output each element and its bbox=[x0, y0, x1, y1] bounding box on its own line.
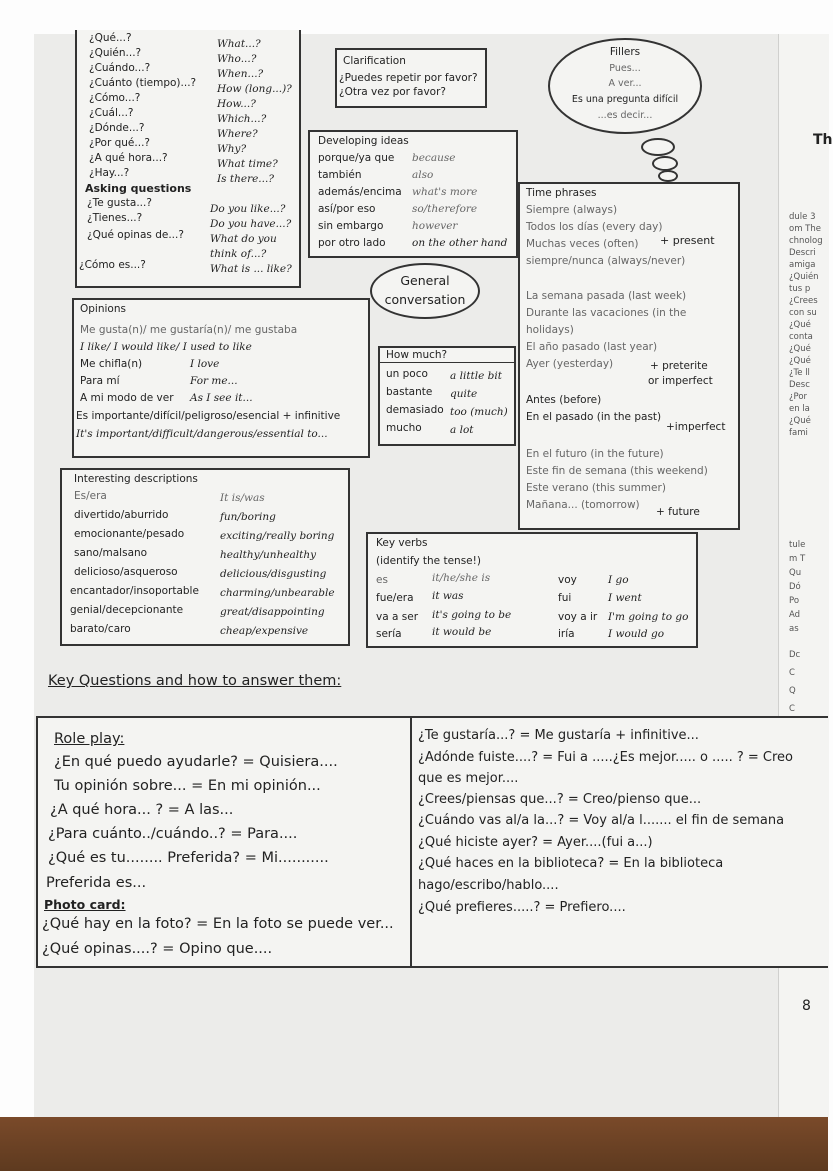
time-title: Time phrases bbox=[526, 187, 597, 199]
adjective-es: sano/malsano bbox=[74, 547, 148, 559]
question-en: How...? bbox=[217, 98, 256, 110]
edge-fragment: dule 3 bbox=[789, 212, 816, 222]
question-en: Who...? bbox=[217, 53, 257, 65]
opinion-en: As I see it... bbox=[190, 392, 253, 404]
conversation-line: ¿Qué prefieres.....? = Prefiero.... bbox=[418, 900, 626, 915]
edge-fragment: ¿Qué bbox=[789, 416, 811, 426]
connective-es: sin embargo bbox=[318, 220, 384, 232]
tense-tag: + future bbox=[656, 506, 700, 518]
adjective-es: emocionante/pesado bbox=[74, 528, 185, 540]
page-number: 8 bbox=[802, 998, 811, 1014]
edge-fragment: Q bbox=[789, 686, 796, 696]
connective-es: por otro lado bbox=[318, 237, 386, 249]
adjective-en: healthy/unhealthy bbox=[220, 549, 317, 561]
edge-fragment: Po bbox=[789, 596, 800, 606]
opinions-box bbox=[72, 298, 370, 458]
edge-fragment: ¿Qué bbox=[789, 320, 811, 330]
photo-line: ¿Qué hay en la foto? = En la foto se puede ver... bbox=[42, 916, 394, 932]
keyverbs-title: Key verbs bbox=[376, 537, 428, 549]
connective-es: también bbox=[318, 169, 362, 181]
time-phrase: Este verano (this summer) bbox=[526, 482, 666, 494]
verb-en: I go bbox=[608, 574, 629, 586]
how-much-box bbox=[378, 346, 516, 446]
opinion-line: Me gusta(n)/ me gustaría(n)/ me gustaba bbox=[80, 324, 298, 336]
question-en: What...? bbox=[217, 38, 261, 50]
question-es: ¿Cuánto (tiempo)...? bbox=[89, 77, 197, 89]
question-es: ¿Cómo...? bbox=[89, 92, 141, 104]
quantity-es: bastante bbox=[386, 386, 433, 398]
adjective-es: encantador/insoportable bbox=[70, 585, 199, 597]
adjective-es: barato/caro bbox=[70, 623, 131, 635]
verb-en: it was bbox=[432, 590, 464, 602]
edge-fragment: chnolog bbox=[789, 236, 823, 246]
question-en: What is ... like? bbox=[210, 263, 292, 275]
question-es: ¿Cuál...? bbox=[89, 107, 134, 119]
edge-fragment: conta bbox=[789, 332, 813, 342]
time-phrase: Este fin de semana (this weekend) bbox=[526, 465, 708, 477]
questions-box bbox=[75, 30, 301, 288]
question-en: Where? bbox=[217, 128, 258, 140]
verb-en: I went bbox=[608, 592, 642, 604]
time-phrase: En el futuro (in the future) bbox=[526, 448, 664, 460]
thought-dot bbox=[641, 138, 675, 156]
connective-es: así/por eso bbox=[318, 203, 376, 215]
roleplay-line: ¿Qué es tu........ Preferida? = Mi........... bbox=[48, 850, 329, 866]
edge-fragment: m T bbox=[789, 554, 806, 564]
adjective-es: divertido/aburrido bbox=[74, 509, 169, 521]
roleplay-line: ¿Para cuánto../cuándo..? = Para.... bbox=[48, 826, 298, 842]
table-surface bbox=[0, 1117, 828, 1171]
verb-es: iría bbox=[558, 628, 575, 640]
edge-fragment: ¿Qué bbox=[789, 344, 811, 354]
opinions-title: Opinions bbox=[80, 303, 126, 315]
photo-card-title: Photo card: bbox=[44, 897, 126, 912]
time-phrase: Durante las vacaciones (in the bbox=[526, 307, 687, 319]
tense-tag: or imperfect bbox=[648, 375, 713, 387]
edge-fragment: amiga bbox=[789, 260, 816, 270]
verb-es: voy bbox=[558, 574, 577, 586]
question-es: ¿Qué...? bbox=[89, 32, 132, 44]
question-en: Do you have...? bbox=[210, 218, 292, 230]
keyverbs-subtitle: (identify the tense!) bbox=[376, 555, 481, 567]
clarification-line: ¿Puedes repetir por favor? bbox=[339, 72, 478, 84]
conversation-line: ¿Qué haces en la biblioteca? = En la biblioteca bbox=[418, 856, 724, 871]
edge-fragment: Qu bbox=[789, 568, 802, 578]
adjective-es: delicioso/asqueroso bbox=[74, 566, 178, 578]
question-es: ¿A qué hora...? bbox=[89, 152, 168, 164]
adjective-en: exciting/really boring bbox=[220, 530, 335, 542]
question-en: think of...? bbox=[210, 248, 267, 260]
edge-fragment: ¿Crees bbox=[789, 296, 818, 306]
edge-fragment: ¿Qué bbox=[789, 356, 811, 366]
opinion-es: Me chifla(n) bbox=[80, 358, 143, 370]
connective-en: on the other hand bbox=[412, 237, 508, 249]
connective-es: además/encima bbox=[318, 186, 402, 198]
question-en: Do you like...? bbox=[210, 203, 286, 215]
filler-phrase: A ver... bbox=[608, 78, 642, 89]
quantity-es: un poco bbox=[386, 368, 428, 380]
verb-es: es bbox=[376, 574, 388, 586]
filler-phrase: Pues... bbox=[609, 63, 641, 74]
edge-fragment: Ad bbox=[789, 610, 801, 620]
time-phrase: Mañana... (tomorrow) bbox=[526, 499, 640, 511]
edge-fragment: C bbox=[789, 704, 795, 714]
verb-en: it/he/she is bbox=[432, 572, 491, 584]
developing-title: Developing ideas bbox=[318, 135, 409, 147]
edge-fragment: en la bbox=[789, 404, 810, 414]
edge-fragment: Descri bbox=[789, 248, 816, 258]
edge-fragment: Desc bbox=[789, 380, 810, 390]
roleplay-line: ¿En qué puedo ayudarle? = Quisiera.... bbox=[54, 754, 338, 770]
fillers-thought-bubble bbox=[548, 38, 702, 134]
thought-dot bbox=[652, 156, 678, 171]
conversation-line: ¿Te gustaría...? = Me gustaría + infinitive... bbox=[418, 728, 699, 743]
opinion-line: It's important/difficult/dangerous/essential to... bbox=[76, 428, 328, 440]
question-es: ¿Hay...? bbox=[89, 167, 130, 179]
edge-fragment: tule bbox=[789, 540, 806, 550]
connective-en: so/therefore bbox=[412, 203, 478, 215]
asking-questions-heading: Asking questions bbox=[85, 182, 192, 195]
opinion-line: I like/ I would like/ I used to like bbox=[80, 341, 252, 353]
edge-fragment: ¿Te ll bbox=[789, 368, 810, 378]
connective-en: however bbox=[412, 220, 458, 232]
adjective-en: fun/boring bbox=[220, 511, 276, 523]
key-questions-heading: Key Questions and how to answer them: bbox=[48, 673, 342, 689]
roleplay-line: Preferida es... bbox=[46, 875, 147, 891]
question-en: Why? bbox=[217, 143, 247, 155]
question-en: What do you bbox=[210, 233, 277, 245]
divider bbox=[380, 362, 514, 363]
clarification-line: ¿Otra vez por favor? bbox=[339, 86, 446, 98]
adjective-en: delicious/disgusting bbox=[220, 568, 327, 580]
time-phrase: siempre/nunca (always/never) bbox=[526, 255, 686, 267]
question-es: ¿Cuándo...? bbox=[89, 62, 151, 74]
quantity-es: demasiado bbox=[386, 404, 444, 416]
time-phrase: Muchas veces (often) bbox=[526, 238, 639, 250]
quantity-en: too (much) bbox=[450, 406, 508, 418]
general-conversation-oval bbox=[370, 263, 480, 319]
edge-fragment: om The bbox=[789, 224, 821, 234]
clarification-title: Clarification bbox=[343, 55, 406, 67]
edge-fragment: fami bbox=[789, 428, 808, 438]
edge-fragment: as bbox=[789, 624, 799, 634]
quantity-es: mucho bbox=[386, 422, 422, 434]
opinion-en: I love bbox=[190, 358, 220, 370]
time-phrase: holidays) bbox=[526, 324, 574, 336]
connective-en: what's more bbox=[412, 186, 478, 198]
thought-dot bbox=[658, 170, 678, 182]
opinion-en: For me... bbox=[190, 375, 238, 387]
quantity-en: a lot bbox=[450, 424, 474, 436]
conversation-line: que es mejor.... bbox=[418, 771, 519, 786]
edge-fragment: C bbox=[789, 668, 795, 678]
howmuch-title: How much? bbox=[386, 349, 448, 361]
question-es: ¿Dónde...? bbox=[89, 122, 145, 134]
question-en: Which...? bbox=[217, 113, 267, 125]
adjective-en: It is/was bbox=[220, 492, 265, 504]
time-phrase: La semana pasada (last week) bbox=[526, 290, 687, 302]
tense-tag: +imperfect bbox=[666, 421, 726, 433]
verb-es: sería bbox=[376, 628, 402, 640]
time-phrase: Siempre (always) bbox=[526, 204, 618, 216]
time-phrase: El año pasado (last year) bbox=[526, 341, 658, 353]
question-es: ¿Cómo es...? bbox=[79, 259, 146, 271]
edge-fragment: ¿Por bbox=[789, 392, 808, 402]
edge-fragment: Th bbox=[813, 132, 833, 148]
question-es: ¿Qué opinas de...? bbox=[87, 229, 184, 241]
interesting-descriptions-box bbox=[60, 468, 350, 646]
verb-en: I would go bbox=[608, 628, 665, 640]
quantity-en: a little bit bbox=[450, 370, 502, 382]
conversation-line: ¿Qué hiciste ayer? = Ayer....(fui a...) bbox=[418, 835, 653, 850]
verb-en: I'm going to go bbox=[608, 611, 689, 623]
tense-tag: + present bbox=[660, 234, 715, 247]
connective-en: also bbox=[412, 169, 434, 181]
filler-phrase: Es una pregunta difícil bbox=[571, 94, 679, 105]
quantity-en: quite bbox=[450, 388, 478, 400]
adjective-es: Es/era bbox=[74, 490, 107, 502]
time-phrase: Antes (before) bbox=[526, 394, 602, 406]
conversation-line: ¿Adónde fuiste....? = Fui a .....¿Es mejor..... o ..... ? = Creo bbox=[418, 750, 794, 765]
edge-fragment: Dó bbox=[789, 582, 801, 592]
question-es: ¿Tienes...? bbox=[87, 212, 143, 224]
photo-line: ¿Qué opinas....? = Opino que.... bbox=[42, 941, 273, 957]
verb-en: it would be bbox=[432, 626, 492, 638]
roleplay-line: ¿A qué hora... ? = A las... bbox=[50, 802, 234, 818]
opinion-es: A mi modo de ver bbox=[80, 392, 174, 404]
question-en: Is there...? bbox=[217, 173, 274, 185]
question-en: When...? bbox=[217, 68, 264, 80]
question-es: ¿Te gusta...? bbox=[87, 197, 152, 209]
key-verbs-box bbox=[366, 532, 698, 648]
question-en: How (long...)? bbox=[217, 83, 292, 95]
time-phrases-box bbox=[518, 182, 740, 530]
question-en: What time? bbox=[217, 158, 278, 170]
connective-es: porque/ya que bbox=[318, 152, 395, 164]
verb-en: it's going to be bbox=[432, 609, 512, 621]
time-phrase: Todos los días (every day) bbox=[526, 221, 663, 233]
fillers-title: Fillers bbox=[609, 46, 641, 58]
connective-en: because bbox=[412, 152, 456, 164]
time-phrase: Ayer (yesterday) bbox=[526, 358, 614, 370]
verb-es: fue/era bbox=[376, 592, 414, 604]
edge-fragment: con su bbox=[789, 308, 817, 318]
general-line2: conversation bbox=[384, 292, 466, 307]
filler-phrase: ...es decir... bbox=[597, 110, 653, 121]
general-line1: General bbox=[400, 273, 450, 288]
conversation-line: ¿Crees/piensas que...? = Creo/pienso que... bbox=[418, 792, 702, 807]
key-questions-table bbox=[36, 716, 828, 968]
edge-fragment: Dc bbox=[789, 650, 801, 660]
verb-es: va a ser bbox=[376, 611, 419, 623]
edge-fragment: tus p bbox=[789, 284, 811, 294]
conversation-line: ¿Cuándo vas al/a la...? = Voy al/a l....... el fin de semana bbox=[418, 813, 785, 828]
developing-ideas-box bbox=[308, 130, 518, 258]
edge-fragment: ¿Quién bbox=[789, 272, 819, 282]
opinion-line: Es importante/difícil/peligroso/esencial + infinitive bbox=[76, 410, 341, 422]
adjective-en: charming/unbearable bbox=[220, 587, 335, 599]
opinion-es: Para mí bbox=[80, 375, 120, 387]
table-divider bbox=[410, 718, 412, 966]
verb-es: fui bbox=[558, 592, 572, 604]
adjective-en: great/disappointing bbox=[220, 606, 325, 618]
verb-es: voy a ir bbox=[558, 611, 598, 623]
adjective-en: cheap/expensive bbox=[220, 625, 309, 637]
adjective-es: genial/decepcionante bbox=[70, 604, 184, 616]
roleplay-title: Role play: bbox=[54, 731, 125, 747]
question-es: ¿Quién...? bbox=[89, 47, 142, 59]
clarification-box bbox=[335, 48, 487, 108]
roleplay-line: Tu opinión sobre... = En mi opinión... bbox=[54, 778, 321, 794]
tense-tag: + preterite bbox=[650, 360, 708, 372]
descriptions-title: Interesting descriptions bbox=[74, 473, 198, 485]
question-es: ¿Por qué...? bbox=[89, 137, 150, 149]
conversation-line: hago/escribo/hablo.... bbox=[418, 878, 559, 893]
time-phrase: En el pasado (in the past) bbox=[526, 411, 662, 423]
